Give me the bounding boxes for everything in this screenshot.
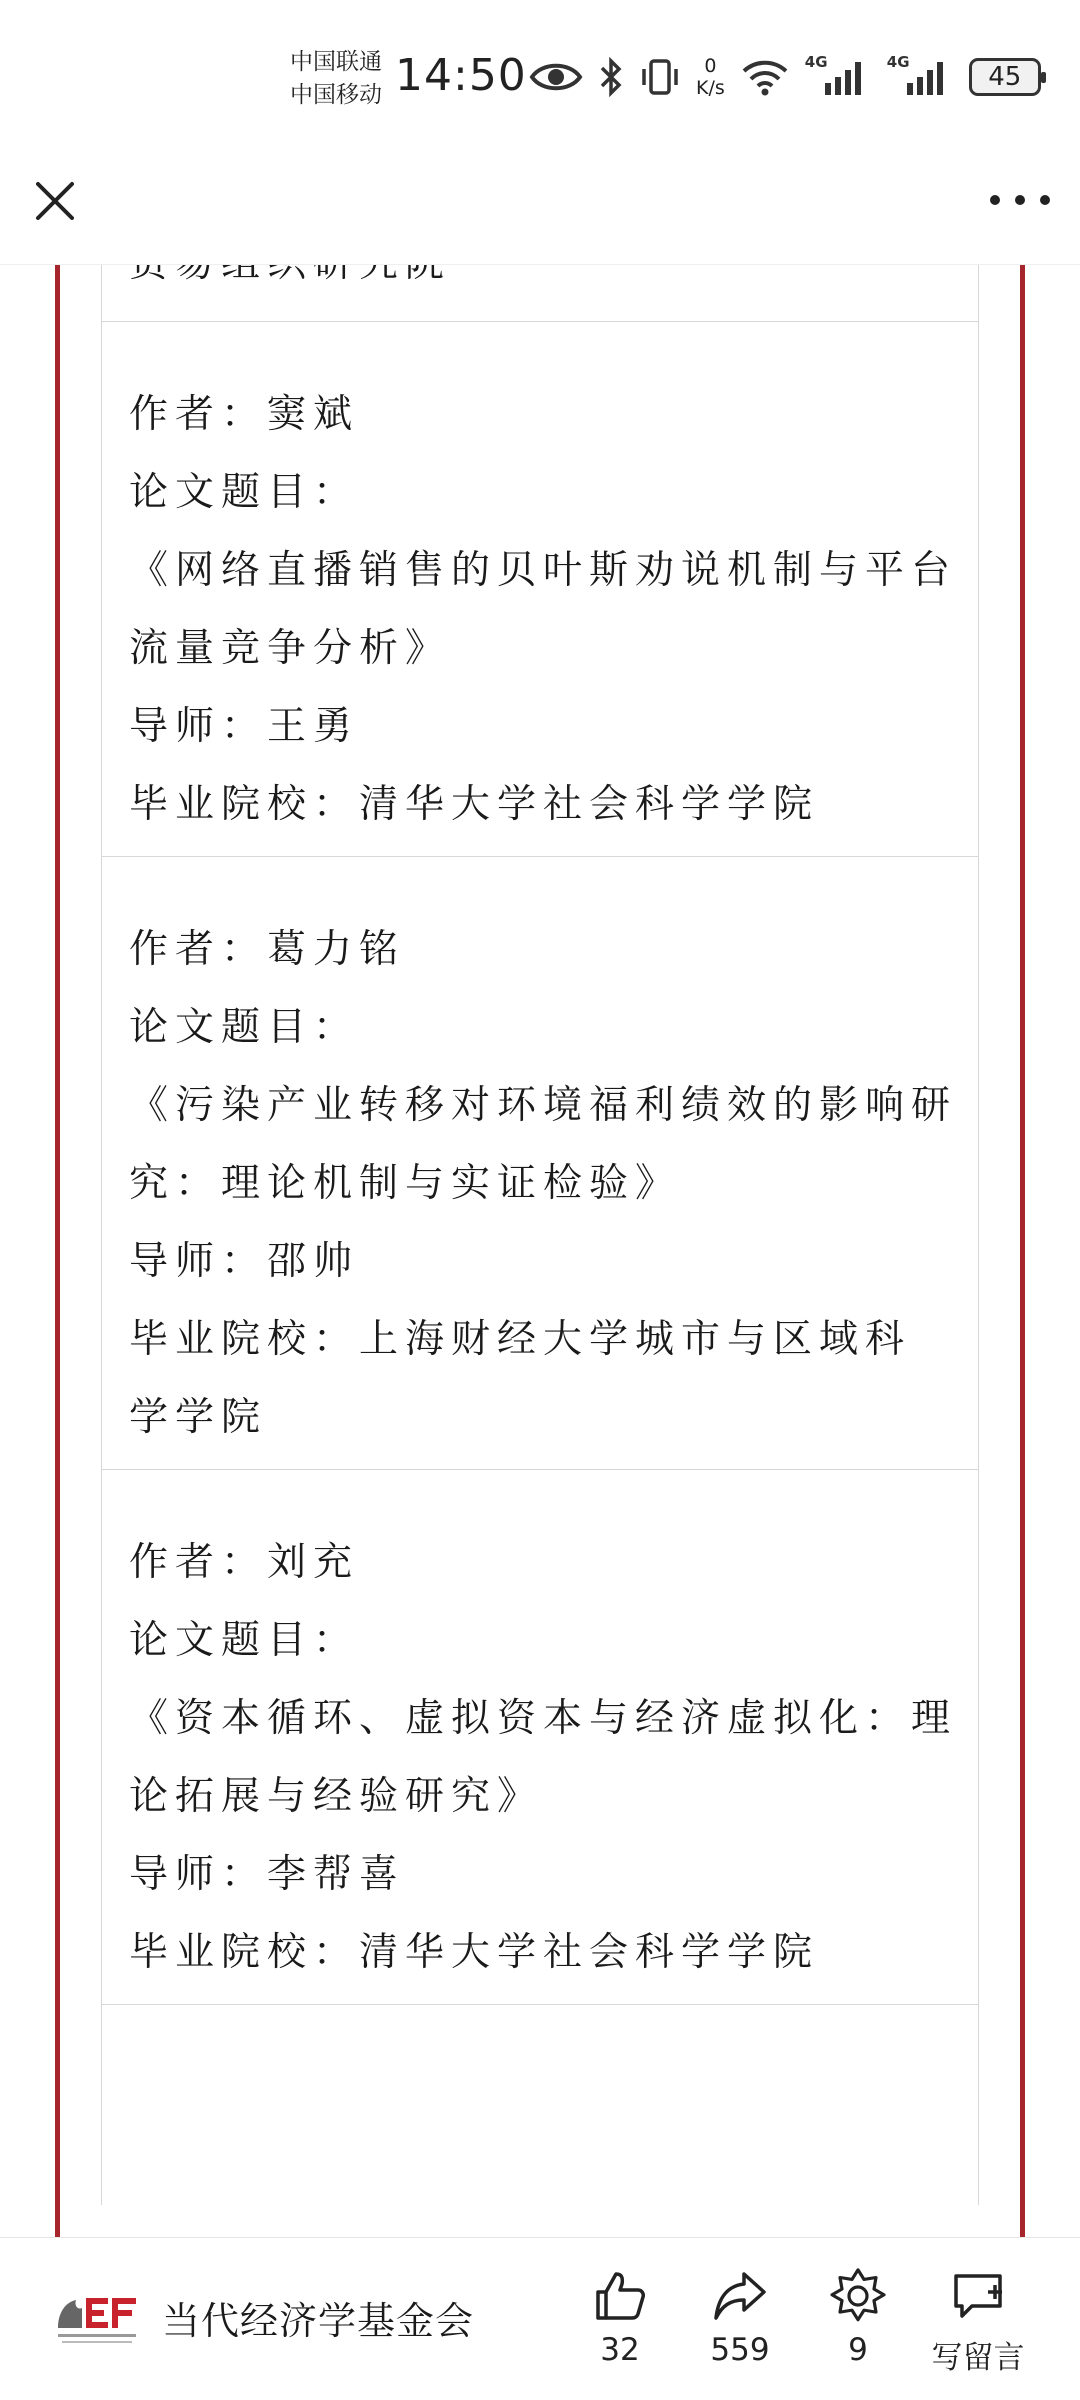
account-name[interactable]: 当代经济学基金会 bbox=[162, 2299, 475, 2343]
signal-1: 4G bbox=[805, 57, 871, 97]
bluetooth-icon bbox=[598, 57, 624, 97]
signal-bars-icon bbox=[887, 57, 953, 97]
entry-advisor: 导师：王勇 bbox=[129, 704, 360, 749]
signal-2: 4G bbox=[887, 57, 953, 97]
comment-button[interactable] bbox=[918, 2268, 1038, 2377]
wow-star-icon bbox=[830, 2268, 886, 2324]
wow-count: 9 bbox=[848, 2332, 868, 2368]
foundation-logo[interactable] bbox=[52, 2288, 142, 2350]
entry-school: 学学院 bbox=[129, 1395, 268, 1440]
more-button[interactable] bbox=[990, 180, 1050, 220]
entry-school: 毕业院校：上海财经大学城市与区域科 bbox=[129, 1317, 912, 1362]
entry-author: 作者：刘充 bbox=[129, 1540, 360, 1585]
table-cell-next bbox=[101, 2005, 979, 2205]
entry-title-label: 论文题目： bbox=[129, 1005, 360, 1050]
share-count: 559 bbox=[710, 2332, 770, 2368]
share-button[interactable] bbox=[685, 2268, 795, 2368]
status-icons bbox=[530, 52, 1041, 102]
entry-author: 作者：葛力铭 bbox=[129, 927, 406, 972]
signal-bars-icon bbox=[805, 57, 871, 97]
thumbs-up-icon bbox=[592, 2268, 648, 2324]
share-arrow-icon bbox=[712, 2268, 768, 2324]
more-icon-dot bbox=[990, 195, 1000, 205]
entry-advisor: 导师：邵帅 bbox=[129, 1239, 360, 1284]
comment-label: 写留言 bbox=[931, 2340, 1025, 2376]
wow-button[interactable] bbox=[803, 2268, 913, 2368]
vibrate-icon bbox=[640, 57, 680, 97]
entry-author: 作者：窦斌 bbox=[129, 392, 360, 437]
entry-school: 毕业院校：清华大学社会科学学院 bbox=[129, 782, 820, 827]
entry-title-line: 《污染产业转移对环境福利绩效的影响研 bbox=[129, 1083, 958, 1128]
battery-indicator: 45 bbox=[969, 58, 1041, 96]
entry-title-label: 论文题目： bbox=[129, 1618, 360, 1663]
entry-title-line: 《网络直播销售的贝叶斯劝说机制与平台 bbox=[129, 548, 958, 593]
carrier-2: 中国移动 bbox=[290, 82, 382, 108]
entry-title-line: 《资本循环、虚拟资本与经济虚拟化：理 bbox=[129, 1696, 958, 1741]
close-icon bbox=[30, 176, 80, 226]
entry-school: 毕业院校：清华大学社会科学学院 bbox=[129, 1930, 820, 1975]
entry-title-label: 论文题目： bbox=[129, 470, 360, 515]
status-bar bbox=[0, 0, 1080, 150]
carrier-info bbox=[290, 46, 382, 112]
close-button[interactable] bbox=[30, 176, 80, 226]
carrier-1: 中国联通 bbox=[290, 49, 382, 75]
entry-title-line: 论拓展与经验研究》 bbox=[129, 1774, 544, 1819]
more-icon-dot bbox=[1015, 195, 1025, 205]
eye-icon bbox=[530, 60, 582, 94]
bottom-bar bbox=[0, 2237, 1080, 2400]
table-cell-entry bbox=[101, 322, 979, 857]
status-time: 14:50 bbox=[395, 50, 527, 101]
awardee-table bbox=[101, 225, 979, 2205]
nav-bar bbox=[0, 150, 1080, 265]
network-speed: 0 K/s bbox=[696, 55, 725, 99]
comment-add-icon bbox=[950, 2268, 1006, 2324]
entry-title-line: 流量竞争分析》 bbox=[129, 626, 452, 671]
article-content[interactable] bbox=[0, 265, 1080, 2237]
like-button[interactable] bbox=[565, 2268, 675, 2368]
entry-advisor: 导师：李帮喜 bbox=[129, 1852, 406, 1897]
more-icon-dot bbox=[1040, 195, 1050, 205]
wifi-icon bbox=[741, 58, 789, 96]
like-count: 32 bbox=[600, 2332, 640, 2368]
table-cell-entry bbox=[101, 857, 979, 1470]
entry-title-line: 究：理论机制与实证检验》 bbox=[129, 1161, 682, 1206]
table-cell-entry bbox=[101, 1470, 979, 2005]
